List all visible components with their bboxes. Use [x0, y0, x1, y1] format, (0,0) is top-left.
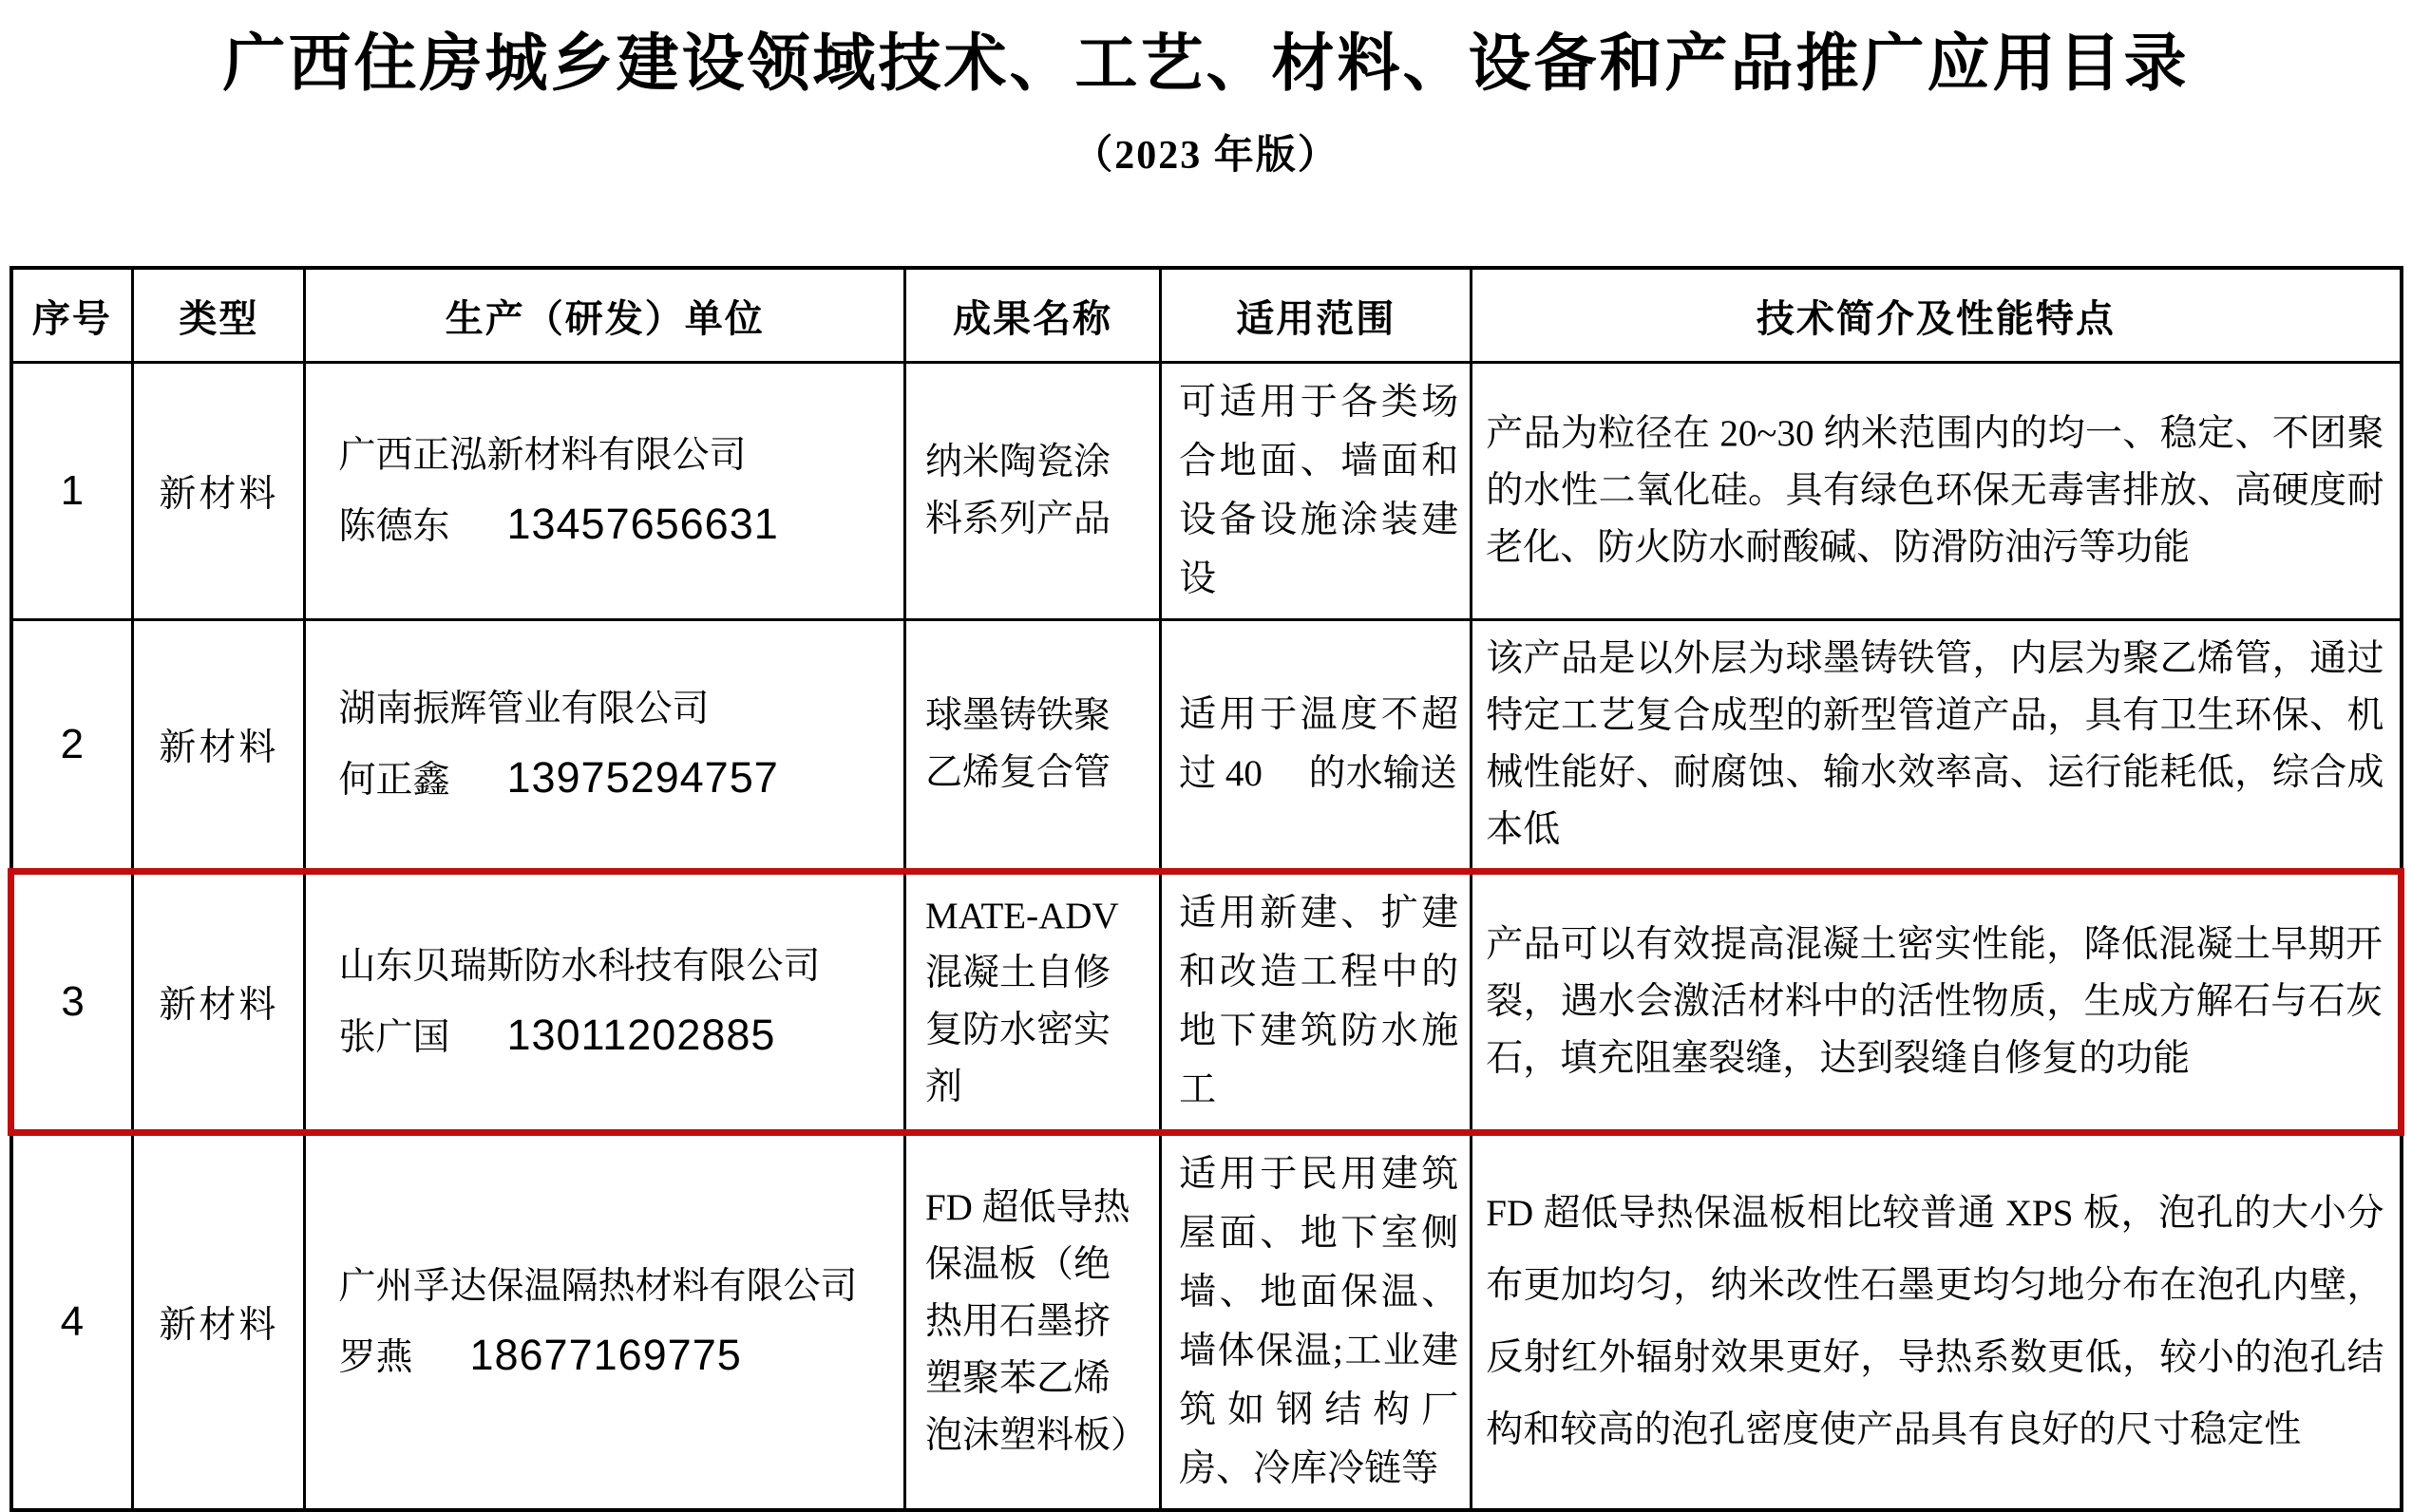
result-name-cell: 纳米陶瓷涂料系列产品: [904, 363, 1160, 620]
contact-line: [338, 1321, 890, 1392]
table-row: [11, 363, 2402, 620]
type-cell: 新材料: [133, 620, 305, 872]
contact-line: [338, 744, 890, 815]
company-name: 湖南振辉管业有限公司: [338, 688, 710, 729]
seq-cell: 4: [11, 1133, 133, 1511]
header-intro: 技术简介及性能特点: [1472, 268, 2402, 363]
intro-cell: 产品为粒径在 20~30 纳米范围内的均一、稳定、不团聚的水性二氧化硅。具有绿色环保无毒害排放、高硬度耐老化、防火防水耐酸碱、防滑防油污等功能: [1472, 363, 2402, 620]
contact-phone: 18677169775: [469, 1330, 742, 1379]
result-name-cell: 球墨铸铁聚乙烯复合管: [904, 620, 1160, 872]
result-name-cell: MATE-ADV混凝土自修复防水密实剂: [904, 872, 1160, 1133]
type-cell: 新材料: [133, 363, 305, 620]
contact-line: [338, 1001, 890, 1072]
contact-line: [338, 490, 890, 561]
page-title: 广西住房城乡建设领域技术、工艺、材料、设备和产品推广应用目录: [222, 29, 2190, 99]
company-name: 山东贝瑞斯防水科技有限公司: [338, 945, 821, 987]
contact-phone: 13011202885: [506, 1010, 776, 1059]
unit-cell: [305, 872, 905, 1133]
type-cell: 新材料: [133, 1133, 305, 1511]
header-seq: 序号: [11, 268, 133, 363]
contact-phone: 13975294757: [506, 752, 779, 802]
contact-name: 罗燕: [338, 1336, 413, 1378]
company-name: 广州孚达保温隔热材料有限公司: [338, 1265, 858, 1307]
company-name: 广西正泓新材料有限公司: [338, 434, 747, 476]
scope-cell: 可适用于各类场合地面、墙面和设备设施涂装建设: [1161, 363, 1472, 620]
scope-cell: 适用于温度不超过 40 的水输送: [1161, 620, 1472, 872]
contact-name: 张广国: [338, 1016, 450, 1058]
page-subtitle: （2023 年版）: [1073, 133, 1339, 178]
seq-cell: 2: [11, 620, 133, 872]
contact-name: 陈德东: [338, 505, 450, 547]
header-result-name: 成果名称: [904, 268, 1160, 363]
unit-cell: [305, 620, 905, 872]
scope-cell: 适用于民用建筑屋面、地下室侧墙、地面保温、墙体保温;工业建筑如钢结构厂房、冷库冷链等: [1161, 1133, 1472, 1511]
result-name-cell: FD 超低导热保温板（绝热用石墨挤塑聚苯乙烯泡沫塑料板）: [904, 1133, 1160, 1511]
catalog-table: [8, 266, 2404, 1512]
table-row: [11, 1133, 2402, 1511]
unit-cell: [305, 363, 905, 620]
table-row-highlighted: [11, 872, 2402, 1133]
contact-phone: 13457656631: [506, 499, 779, 548]
header-type: 类型: [133, 268, 305, 363]
contact-name: 何正鑫: [338, 759, 450, 801]
type-cell: 新材料: [133, 872, 305, 1133]
intro-cell: 该产品是以外层为球墨铸铁管，内层为聚乙烯管，通过特定工艺复合成型的新型管道产品，具有卫生环保、机械性能好、耐腐蚀、输水效率高、运行能耗低，综合成本低: [1472, 620, 2402, 872]
intro-cell: 产品可以有效提高混凝土密实性能，降低混凝土早期开裂，遇水会激活材料中的活性物质，生成方解石与石灰石，填充阻塞裂缝，达到裂缝自修复的功能: [1472, 872, 2402, 1133]
intro-cell: FD 超低导热保温板相比较普通 XPS 板，泡孔的大小分布更加均匀，纳米改性石墨更均匀地分布在泡孔内壁，反射红外辐射效果更好，导热系数更低，较小的泡孔结构和较高的泡孔密度使产品具有良好的尺寸稳定性: [1472, 1133, 2402, 1511]
scope-cell: 适用新建、扩建和改造工程中的地下建筑防水施工: [1161, 872, 1472, 1133]
table-row: [11, 620, 2402, 872]
header-unit: 生产（研发）单位: [305, 268, 905, 363]
header-scope: 适用范围: [1161, 268, 1472, 363]
seq-cell: 3: [11, 872, 133, 1133]
header-row: [11, 268, 2402, 363]
seq-cell: 1: [11, 363, 133, 620]
unit-cell: [305, 1133, 905, 1511]
